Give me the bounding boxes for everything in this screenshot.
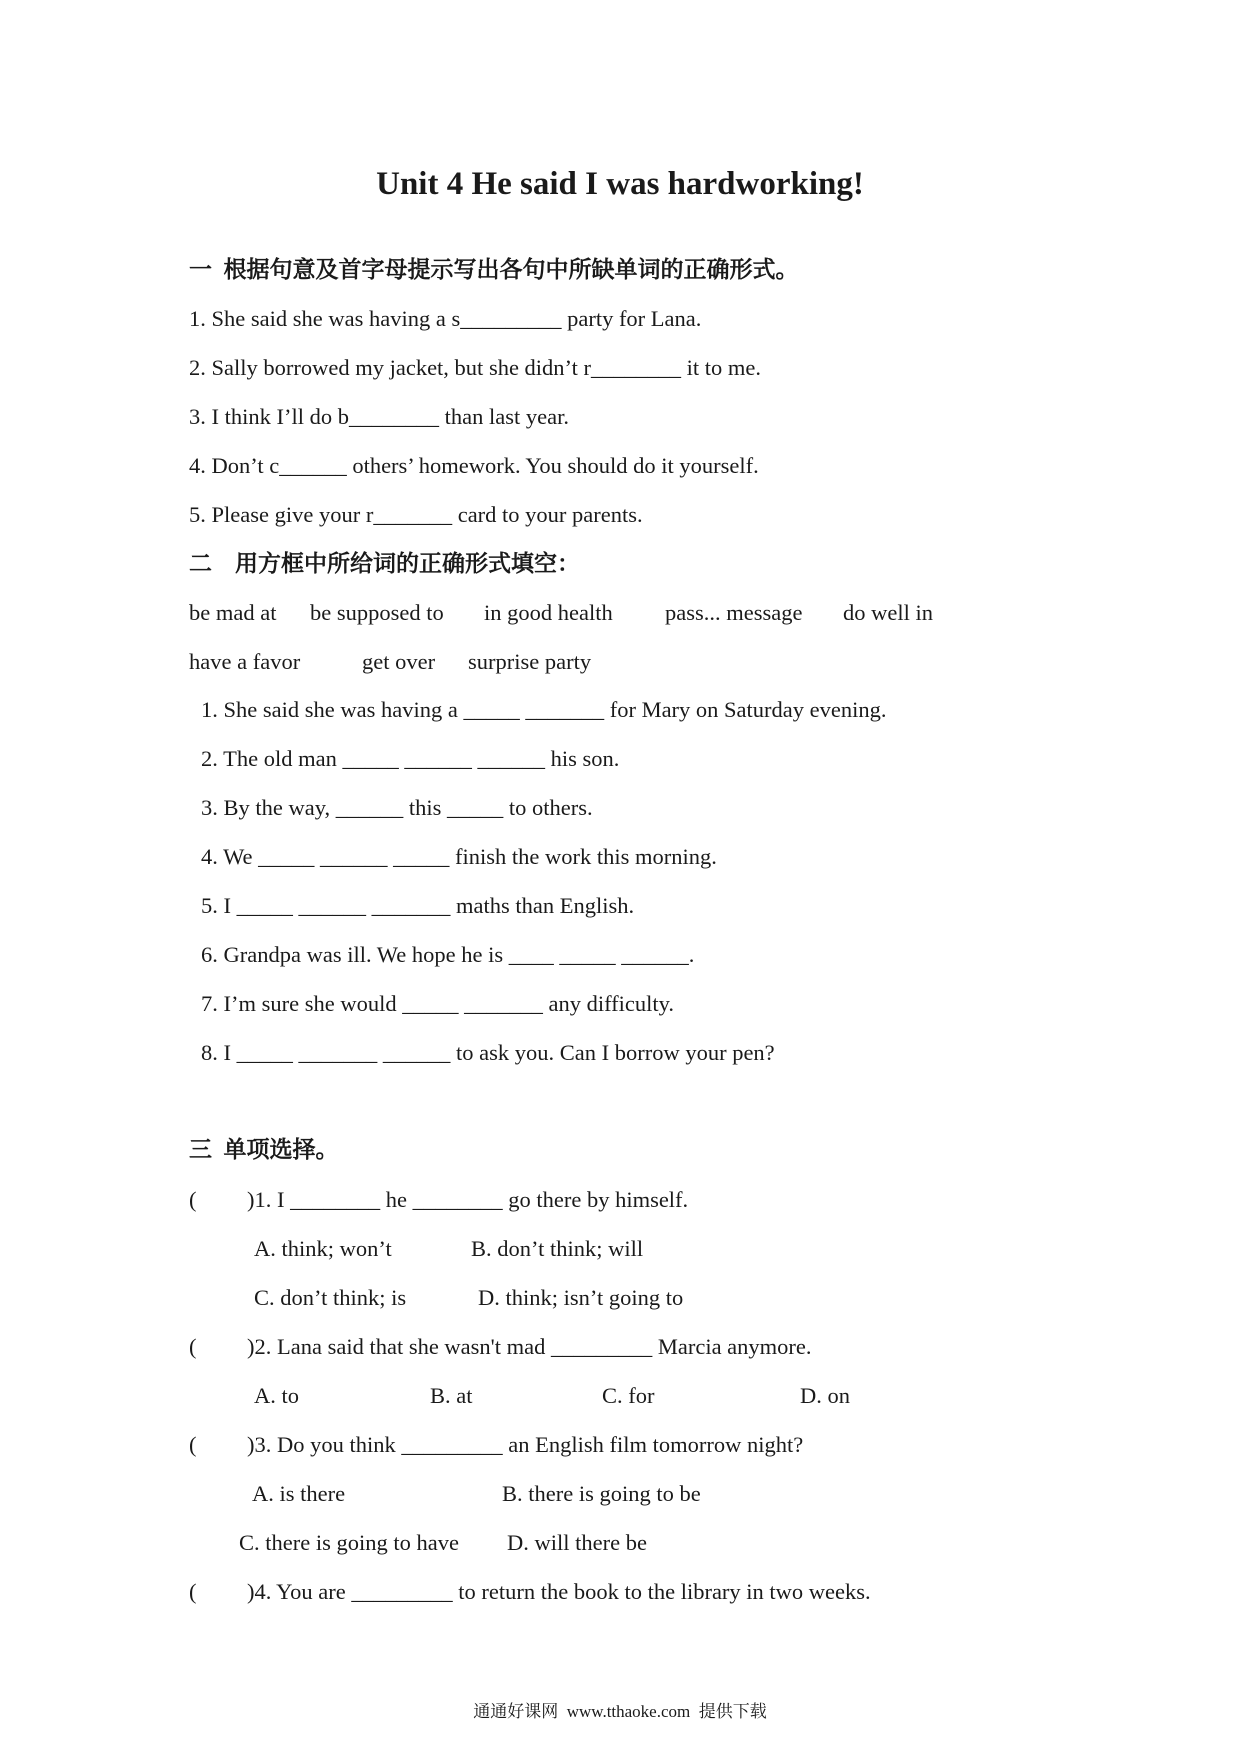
section-1-item: 1. She said she was having a s_________ party for Lana.: [189, 306, 702, 331]
section-1-item: 4. Don’t c______ others’ homework. You should do it yourself.: [189, 453, 759, 478]
word-option: have a favor: [189, 649, 301, 674]
section-1-item: 3. I think I’ll do b________ than last year.: [189, 404, 569, 429]
section-1-item: 2. Sally borrowed my jacket, but she didn’t r________ it to me.: [189, 355, 762, 380]
section-3-heading: 三 单项选择。: [189, 1137, 339, 1162]
answer-paren: (: [189, 1579, 197, 1604]
section-2-item: 3. By the way, ______ this _____ to others.: [201, 795, 593, 820]
answer-paren: (: [189, 1334, 197, 1359]
word-option: get over: [362, 649, 436, 674]
question-stem: )2. Lana said that she wasn't mad _________ Marcia anymore.: [247, 1334, 812, 1359]
section-2-item: 2. The old man _____ ______ ______ his son.: [201, 746, 620, 771]
option-a: A. think; won’t: [254, 1236, 392, 1261]
section-2-heading: 二 用方框中所给词的正确形式填空：: [189, 551, 580, 576]
section-2-item: 6. Grandpa was ill. We hope he is ____ _____ ______.: [201, 942, 695, 967]
section-2-item: 4. We _____ ______ _____ finish the work this morning.: [201, 844, 717, 869]
word-option: pass... message: [665, 600, 803, 625]
section-2-item: 7. I’m sure she would _____ _______ any difficulty.: [201, 991, 675, 1016]
page-footer: 通通好课网 www.tthaoke.com 提供下载: [473, 1702, 767, 1721]
section-2-item: 1. She said she was having a _____ _______ for Mary on Saturday evening.: [201, 697, 887, 722]
option-d: D. will there be: [507, 1530, 647, 1555]
option-c: C. for: [602, 1383, 655, 1408]
word-option: surprise party: [468, 649, 592, 674]
option-d: D. think; isn’t going to: [478, 1285, 684, 1310]
section-2-item: 8. I _____ _______ ______ to ask you. Can I borrow your pen?: [201, 1040, 775, 1065]
answer-paren: (: [189, 1187, 197, 1212]
word-option: be mad at: [189, 600, 277, 625]
word-option: be supposed to: [310, 600, 444, 625]
question-stem: )4. You are _________ to return the book to the library in two weeks.: [247, 1579, 871, 1604]
word-option: do well in: [843, 600, 933, 625]
page-title: Unit 4 He said I was hardworking!: [376, 166, 864, 202]
answer-paren: (: [189, 1432, 197, 1457]
option-b: B. there is going to be: [502, 1481, 701, 1506]
option-b: B. at: [430, 1383, 473, 1408]
option-a: A. to: [254, 1383, 299, 1408]
section-2-item: 5. I _____ ______ _______ maths than English.: [201, 893, 635, 918]
section-1-item: 5. Please give your r_______ card to your parents.: [189, 502, 643, 527]
section-1-heading: 一 根据句意及首字母提示写出各句中所缺单词的正确形式。: [189, 257, 799, 282]
option-a: A. is there: [252, 1481, 346, 1506]
question-stem: )1. I ________ he ________ go there by himself.: [247, 1187, 689, 1212]
question-stem: )3. Do you think _________ an English film tomorrow night?: [247, 1432, 804, 1457]
option-d: D. on: [800, 1383, 850, 1408]
word-option: in good health: [484, 600, 613, 625]
option-b: B. don’t think; will: [471, 1236, 644, 1261]
option-c: C. there is going to have: [239, 1530, 459, 1555]
option-c: C. don’t think; is: [254, 1285, 407, 1310]
